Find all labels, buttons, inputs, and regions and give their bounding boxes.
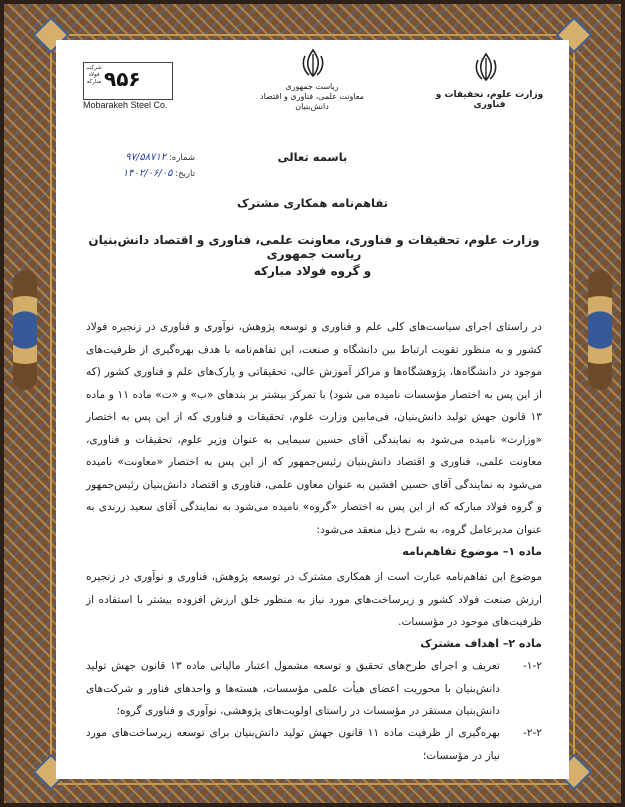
left-ornament [13, 270, 37, 390]
list-item-number: ۱-۲- [522, 660, 542, 672]
list-item-text: تعریف و اجرای طرح‌های تحقیق و توسعه مشمول اعتبار مالیاتی ماده ۱۳ قانون جهش تولید دانش‌بنیان با محوریت اعضای هیأت علمی مؤسسات، هسته‌ها و واحدهای فناور و شرکت‌های دانش‌بنیان مستقر در مؤسسات در راستای اولویت‌های پژوهشی، نوآوری و فناوری گروه؛ [86, 660, 500, 717]
parties-line-2: و گروه فولاد مبارکه [253, 264, 372, 278]
intro-paragraph: در راستای اجرای سیاست‌های کلی علم و فناوری و توسعه پژوهش، نوآوری و فناوری در زنجیره فولاد کشور و به منظور تقویت ارتباط بین دانشگاه و صنعت، این تفاهم‌نامه با هدف بهره‌گیری از ظرفیت‌های موجود در دانشگاه‌ها، پژوهشگاه‌ها و مراکز آموزش عالی، تحقیقاتی و پارک‌های علم و فناوری کشور (که از این پس به اختصار مؤسسات نامیده می شود) با تمرکز بیشتر بر بندهای «ب» و «ت» ماده ۱۱ و ماده ۱۳ قانون جهش تولید دانش‌بنیان، فی‌مابین وزارت علوم، تحقیقات و فناوری که از این پس به اختصار «وزارت» نامیده می‌شود به نمایندگی آقای حسین سیمایی به عنوان وزیر علوم، تحقیقات و فناوری، معاونت علمی، فناوری و اقتصاد دانش‌بنیان رئیس‌جمهور که از این پس به اختصار «معاونت» نامیده می‌شود به نمایندگی آقای حسین افشین به عنوان معاون علمی، فناوری و اقتصاد دانش‌بنیان رئیس‌جمهور و گروه فولاد مبارکه که از این پس به اختصار «گروه» نامیده می‌شود به نمایندگی آقای سعید زرندی به عنوان مدیرعامل گروه، به شرح ذیل منعقد می‌شود: [86, 321, 542, 536]
right-ornament [588, 270, 612, 390]
letter-number-label: شماره: [168, 153, 195, 163]
mobarakeh-logo [83, 62, 173, 100]
iran-emblem-icon [299, 48, 327, 78]
letter-date [85, 168, 195, 179]
mobarakeh-logo-caption: Mobarakeh Steel Co. [83, 100, 168, 110]
ministry-logo-text: وزارت علوم، تحقیقات و فناوری [435, 90, 544, 110]
article-1-text: موضوع این تفاهم‌نامه عبارت است از همکاری مشترک در توسعه پژوهش، فناوری و نوآوری در زنجیره ارزش صنعت فولاد کشور و زیرساخت‌های مورد نیاز به منظور خلق ارزش افزوده بیشتر با استفاده از ظرفیت‌های موجود در مؤسسات. [86, 571, 542, 628]
letter-date-label: تاریخ: [175, 169, 195, 179]
article-1-heading: ماده ۱– موضوع تفاهم‌نامه [402, 545, 542, 558]
presidency-logo-text: ریاست جمهوری معاونت علمی، فناوری و اقتصاد دانش‌بنیان [260, 82, 364, 111]
list-item-text: بهره‌گیری از ظرفیت ماده ۱۱ قانون جهش تولید دانش‌بنیان برای توسعه زیرساخت‌های مورد نیاز در مؤسسات؛ [86, 727, 500, 762]
list-item-number: ۲-۲- [522, 727, 542, 739]
salutation: باسمه تعالی [277, 150, 348, 164]
ministry-emblem-icon [472, 52, 500, 82]
letter-date-value: ۱۴۰۲/۰۶/۰۵ [122, 168, 173, 179]
article-2-heading: ماده ۲– اهداف مشترک [420, 637, 542, 650]
mobarakeh-logo-mark: ۹۵۶ [104, 67, 141, 91]
mobarakeh-logo-side-text: شرکت فولاد مبارکه [86, 65, 102, 85]
letter-number-value: ۹۷/۵۸۷۱۲ [125, 152, 167, 163]
parties-line-1: وزارت علوم، تحقیقات و فناوری، معاونت علمی، فناوری و اقتصاد دانش‌بنیان ریاست جمهوری [88, 233, 540, 261]
document-title: تفاهم‌نامه همکاری مشترک [237, 196, 388, 210]
